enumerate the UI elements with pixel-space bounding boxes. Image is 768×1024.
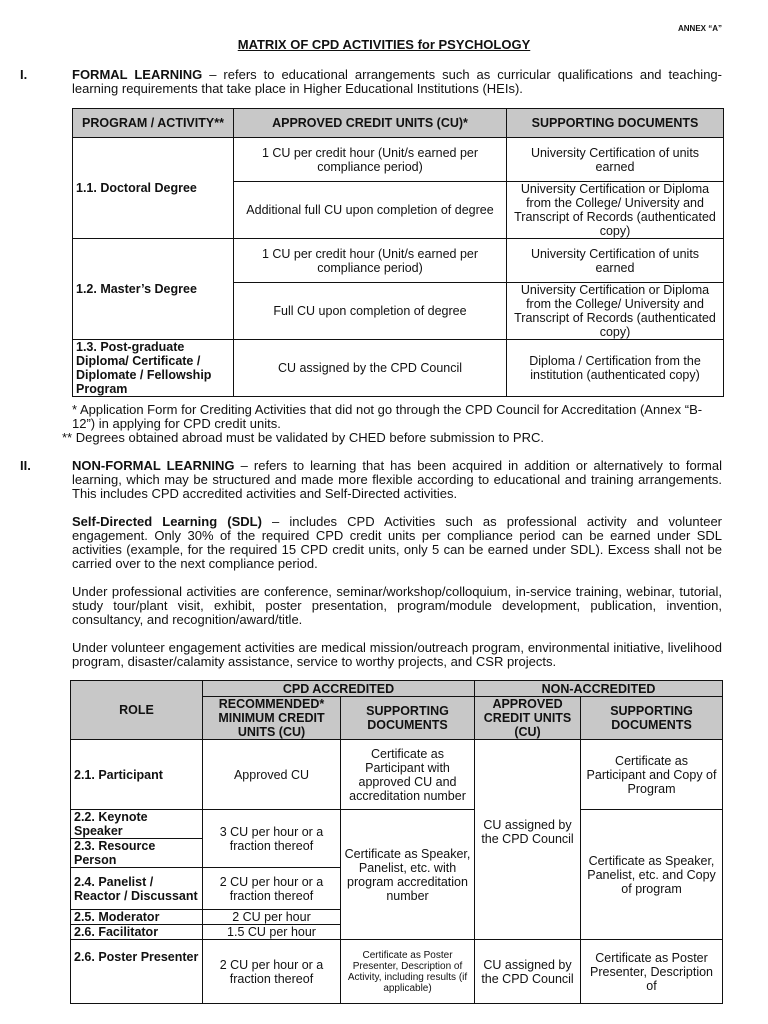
poster-row: [71, 940, 723, 1004]
cu-cell: Approved CU: [203, 740, 341, 810]
doc-cell: Certificate as Poster Presenter, Description of Activity, including results (if applicable): [341, 940, 475, 1004]
cu-cell: 1.5 CU per hour: [203, 925, 341, 940]
role-participant: 2.1. Participant: [71, 740, 203, 810]
header-non-accredited: NON-ACCREDITED: [475, 681, 723, 697]
cu-cell: Full CU upon completion of degree: [234, 283, 507, 340]
formal-learning-table: [72, 108, 724, 397]
cu-cell: 2 CU per hour or a fraction thereof: [203, 868, 341, 910]
cu-cell: 3 CU per hour or a fraction thereof: [203, 810, 341, 868]
header-role: ROLE: [71, 681, 203, 740]
na-doc-cell: Certificate as Poster Presenter, Description of: [581, 940, 723, 1004]
na-doc-cell: Certificate as Participant and Copy of Program: [581, 740, 723, 810]
program-postgrad: 1.3. Post-graduate Diploma/ Certificate / Diplomate / Fellowship Program: [73, 340, 234, 397]
doc-cell: Diploma / Certification from the institution (authenticated copy): [507, 340, 724, 397]
na-cu-cell: CU assigned by the CPD Council: [475, 940, 581, 1004]
volunteer-paragraph: Under volunteer engagement activities are medical mission/outreach program, environmental initiative, livelihood program, disaster/calamity assistance, service to worthy projects, and CSR projects.: [72, 640, 722, 669]
sdl-heading: Self-Directed Learning (SDL): [72, 514, 262, 529]
section-heading: FORMAL LEARNING: [72, 67, 203, 82]
header-min-cu: RECOMMENDED* MINIMUM CREDIT UNITS (CU): [203, 697, 341, 740]
program-doctoral: 1.1. Doctoral Degree: [73, 138, 234, 239]
doc-cell: University Certification or Diploma from the College/ University and Transcript of Records (authenticated copy): [507, 182, 724, 239]
non-formal-table: [70, 680, 723, 1004]
section-text: – refers to learning that has been acquired in addition or alternatively to formal learning, which may be structured and made more flexible according to educational and training arrangements. This includes CPD accredited activities and Self-Directed activities.: [72, 458, 722, 501]
doc-cell: Certificate as Speaker, Panelist, etc. with program accreditation number: [341, 810, 475, 940]
role-keynote: 2.2. Keynote Speaker: [71, 810, 203, 839]
page-title: MATRIX OF CPD ACTIVITIES for PSYCHOLOGY: [237, 37, 531, 52]
cu-cell: Additional full CU upon completion of degree: [234, 182, 507, 239]
cu-cell: 2 CU per hour or a fraction thereof: [203, 940, 341, 1004]
section-number: II.: [20, 458, 31, 473]
program-masters: 1.2. Master’s Degree: [73, 239, 234, 340]
header-docs: SUPPORTING DOCUMENTS: [341, 697, 475, 740]
role-panelist: 2.4. Panelist / Reactor / Discussant: [71, 868, 203, 910]
cu-cell: 1 CU per credit hour (Unit/s earned per compliance period): [234, 138, 507, 182]
na-doc-cell: Certificate as Speaker, Panelist, etc. and Copy of program: [581, 810, 723, 940]
section-heading: NON-FORMAL LEARNING: [72, 458, 235, 473]
cu-cell: 1 CU per credit hour (Unit/s earned per compliance period): [234, 239, 507, 283]
cu-cell: 2 CU per hour: [203, 910, 341, 925]
doc-cell: University Certification or Diploma from the College/ University and Transcript of Records (authenticated copy): [507, 283, 724, 340]
header-cpd-accredited: CPD ACCREDITED: [203, 681, 475, 697]
role-moderator: 2.5. Moderator: [71, 910, 203, 925]
header-program: PROGRAM / ACTIVITY**: [73, 109, 234, 138]
header-approved-cu: APPROVED CREDIT UNITS (CU): [475, 697, 581, 740]
sdl-text: – includes CPD Activities such as professional activity and volunteer engagement. Only 30% of the required CPD credit units per compliance period can be earned under SDL activities (example, for the required 15 CPD credit units, only 5 can be earned under SDL). Excess shall not be carried over to the next compliance period.: [72, 514, 723, 571]
role-poster-presenter: 2.6. Poster Presenter: [71, 940, 203, 1004]
section-text: – refers to educational arrangements such as curricular qualifications and teaching-learning requirements that take place in Higher Educational Institutions (HEIs).: [72, 67, 722, 96]
doc-cell: University Certification of units earned: [507, 239, 724, 283]
role-facilitator: 2.6. Facilitator: [71, 925, 203, 940]
sdl-paragraph: [72, 515, 722, 571]
doc-cell: University Certification of units earned: [507, 138, 724, 182]
doc-cell: Certificate as Participant with approved CU and accreditation number: [341, 740, 475, 810]
header-na-docs: SUPPORTING DOCUMENTS: [581, 697, 723, 740]
footnote-1: * Application Form for Crediting Activities that did not go through the CPD Council for Accreditation (Annex “B-12”) in applying for CPD credit units.: [72, 402, 703, 431]
role-resource-person: 2.3. Resource Person: [71, 839, 203, 868]
na-cu-cell: CU assigned by the CPD Council: [475, 740, 581, 940]
header-cu: APPROVED CREDIT UNITS (CU)*: [234, 109, 507, 138]
footnote-2: ** Degrees obtained abroad must be validated by CHED before submission to PRC.: [62, 430, 544, 445]
annex-label: ANNEX “A”: [677, 24, 722, 33]
header-docs: SUPPORTING DOCUMENTS: [507, 109, 724, 138]
cu-cell: CU assigned by the CPD Council: [234, 340, 507, 397]
section-formal-learning: [20, 67, 722, 96]
section-number: I.: [20, 67, 28, 82]
section-non-formal: [20, 458, 722, 501]
professional-paragraph: Under professional activities are conference, seminar/workshop/colloquium, in-service training, webinar, tutorial, study tour/plant visit, exhibit, poster presentation, program/module development, publication, invention, consultancy, and recognition/award/title.: [72, 584, 722, 627]
